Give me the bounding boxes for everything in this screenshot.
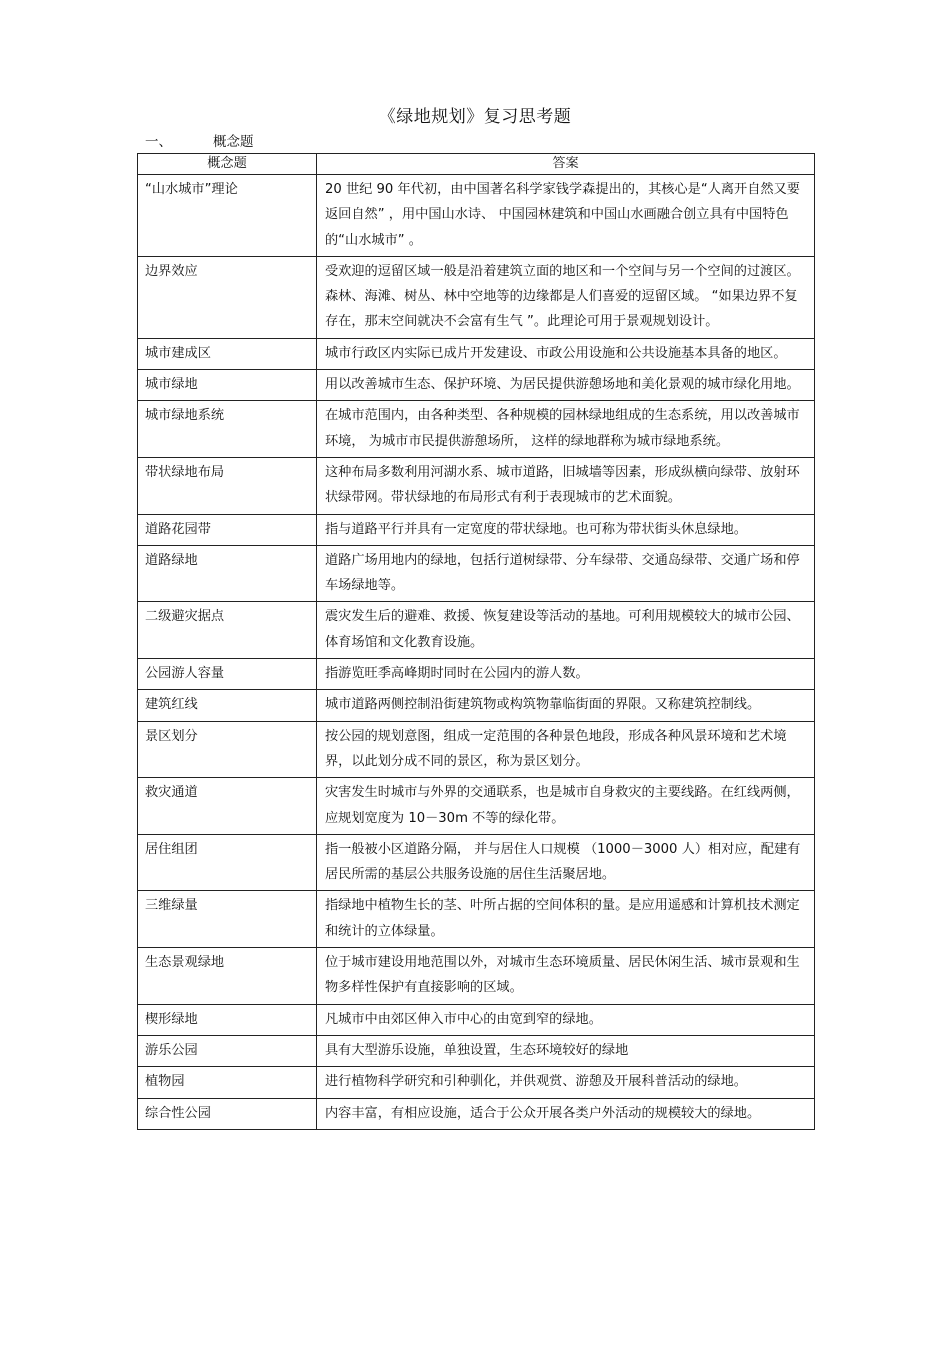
term-cell: 城市绿地系统 (138, 401, 317, 458)
answer-cell: 指游览旺季高峰期时同时在公园内的游人数。 (317, 659, 815, 690)
term-cell: 景区划分 (138, 721, 317, 778)
term-cell: “山水城市”理论 (138, 175, 317, 257)
table-row (138, 778, 815, 835)
term-cell: 带状绿地布局 (138, 457, 317, 514)
term-cell: 游乐公园 (138, 1035, 317, 1066)
section-label: 概念题 (213, 134, 254, 150)
table-row (138, 457, 815, 514)
table-row (138, 1067, 815, 1098)
term-cell: 生态景观绿地 (138, 948, 317, 1005)
term-cell: 城市建成区 (138, 338, 317, 369)
term-cell: 综合性公园 (138, 1098, 317, 1129)
header-term: 概念题 (138, 154, 317, 175)
table-row (138, 545, 815, 602)
table-row (138, 891, 815, 948)
table-row (138, 690, 815, 721)
term-cell: 楔形绿地 (138, 1004, 317, 1035)
table-header-row (138, 154, 815, 175)
term-cell: 道路绿地 (138, 545, 317, 602)
term-cell: 居住组团 (138, 834, 317, 891)
table-row (138, 659, 815, 690)
table-row (138, 338, 815, 369)
term-cell: 三维绿量 (138, 891, 317, 948)
answer-cell: 指与道路平行并具有一定宽度的带状绿地。也可称为带状街头休息绿地。 (317, 514, 815, 545)
term-cell: 二级避灾据点 (138, 602, 317, 659)
table-row (138, 1004, 815, 1035)
table-row (138, 514, 815, 545)
document-title: 《绿地规划》复习思考题 (378, 107, 572, 127)
answer-cell: 具有大型游乐设施，单独设置，生态环境较好的绿地 (317, 1035, 815, 1066)
answer-cell: 在城市范围内，由各种类型、各种规模的园林绿地组成的生态系统，用以改善城市环境， 为城市市民提供游憩场所， 这样的绿地群称为城市绿地系统。 (317, 401, 815, 458)
answer-cell: 震灾发生后的避难、救援、恢复建设等活动的基地。可利用规模较大的城市公园、体育场馆和文化教育设施。 (317, 602, 815, 659)
table-row (138, 175, 815, 257)
table-row (138, 256, 815, 338)
answer-cell: 凡城市中由郊区伸入市中心的由宽到窄的绿地。 (317, 1004, 815, 1035)
table-row (138, 370, 815, 401)
answer-cell: 指绿地中植物生长的茎、叶所占据的空间体积的量。是应用遥感和计算机技术测定和统计的立体绿量。 (317, 891, 815, 948)
table-row (138, 721, 815, 778)
answer-cell: 进行植物科学研究和引种驯化，并供观赏、游憩及开展科普活动的绿地。 (317, 1067, 815, 1098)
answer-cell: 位于城市建设用地范围以外，对城市生态环境质量、居民休闲生活、城市景观和生物多样性保护有直接影响的区域。 (317, 948, 815, 1005)
section-number: 一、 (145, 134, 172, 150)
term-cell: 建筑红线 (138, 690, 317, 721)
answer-cell: 灾害发生时城市与外界的交通联系，也是城市自身救灾的主要线路。在红线两侧，应规划宽度为 10－30m 不等的绿化带。 (317, 778, 815, 835)
answer-cell: 城市道路两侧控制沿街建筑物或构筑物靠临街面的界限。又称建筑控制线。 (317, 690, 815, 721)
table-row (138, 1098, 815, 1129)
concept-table (137, 153, 815, 1130)
table-row (138, 834, 815, 891)
answer-cell: 这种布局多数利用河湖水系、城市道路，旧城墙等因素，形成纵横向绿带、放射环状绿带网。带状绿地的布局形式有利于表现城市的艺术面貌。 (317, 457, 815, 514)
table-row (138, 948, 815, 1005)
answer-cell: 按公园的规划意图，组成一定范围的各种景色地段，形成各种风景环境和艺术境界，以此划分成不同的景区，称为景区划分。 (317, 721, 815, 778)
answer-cell: 用以改善城市生态、保护环境、为居民提供游憩场地和美化景观的城市绿化用地。 (317, 370, 815, 401)
answer-cell: 道路广场用地内的绿地，包括行道树绿带、分车绿带、交通岛绿带、交通广场和停车场绿地等。 (317, 545, 815, 602)
table-row (138, 602, 815, 659)
table-row (138, 1035, 815, 1066)
answer-cell: 内容丰富，有相应设施，适合于公众开展各类户外活动的规模较大的绿地。 (317, 1098, 815, 1129)
header-answer: 答案 (317, 154, 815, 175)
answer-cell: 指一般被小区道路分隔， 并与居住人口规模 （1000－3000 人）相对应，配建有居民所需的基层公共服务设施的居住生活聚居地。 (317, 834, 815, 891)
answer-cell: 受欢迎的逗留区域一般是沿着建筑立面的地区和一个空间与另一个空间的过渡区。森林、海滩、树丛、林中空地等的边缘都是人们喜爱的逗留区域。 “如果边界不复存在，那末空间就决不会富有生气 ”。此理论可用于景观规划设计。 (317, 256, 815, 338)
term-cell: 植物园 (138, 1067, 317, 1098)
table-row (138, 401, 815, 458)
term-cell: 道路花园带 (138, 514, 317, 545)
term-cell: 救灾通道 (138, 778, 317, 835)
answer-cell: 20 世纪 90 年代初，由中国著名科学家钱学森提出的，其核心是“人离开自然又要返回自然” ，用中国山水诗、 中国园林建筑和中国山水画融合创立具有中国特色的“山水城市” 。 (317, 175, 815, 257)
section-heading (145, 130, 254, 150)
term-cell: 公园游人容量 (138, 659, 317, 690)
answer-cell: 城市行政区内实际已成片开发建设、市政公用设施和公共设施基本具备的地区。 (317, 338, 815, 369)
term-cell: 城市绿地 (138, 370, 317, 401)
term-cell: 边界效应 (138, 256, 317, 338)
